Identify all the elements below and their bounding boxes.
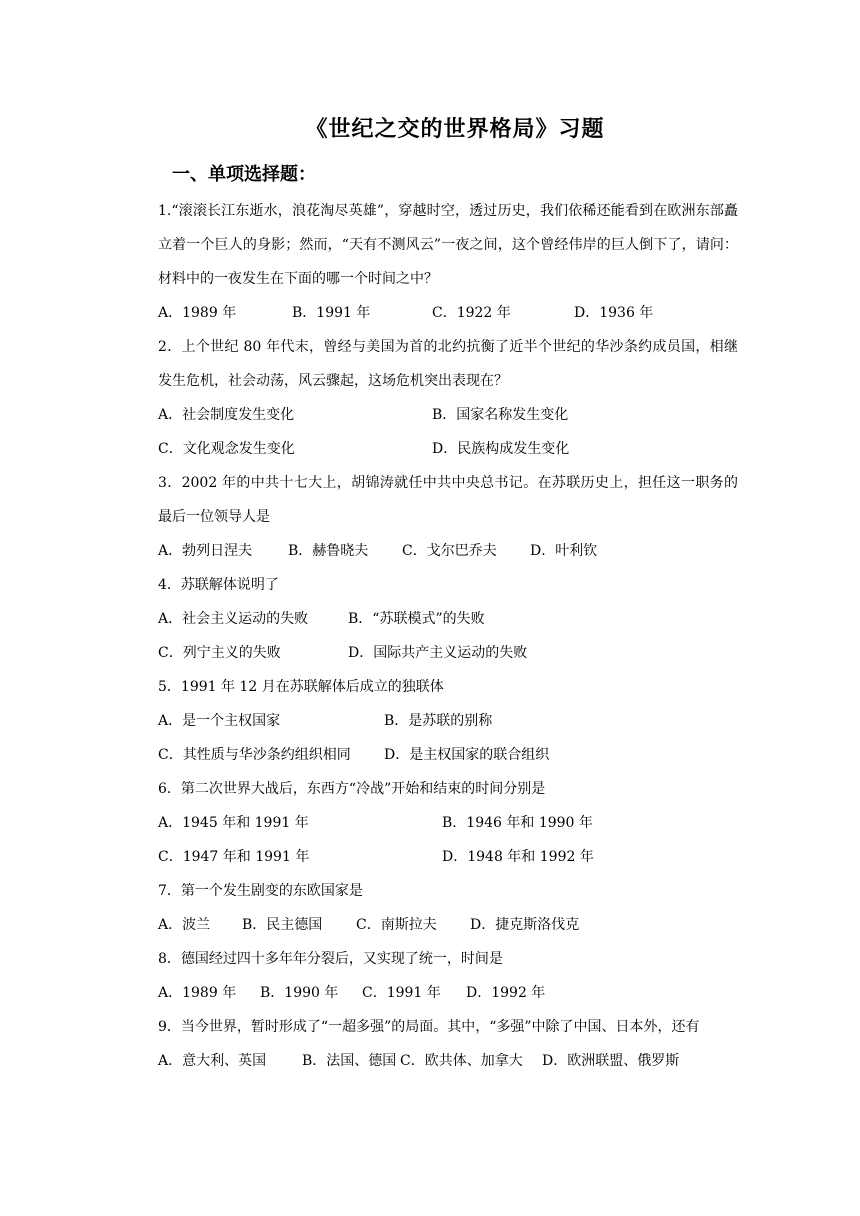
option-b: B．民主德国 [242,917,323,933]
option-b: B．法国、德国 [302,1053,397,1069]
option-c: C．其性质与华沙条约组织相同 [158,747,351,763]
option-b: B．“苏联模式”的失败 [348,611,485,627]
option-d: D．民族构成发生变化 [432,441,570,457]
option-c: C．南斯拉夫 [356,917,437,933]
option-a: A．勃列日涅夫 [158,543,253,559]
question-8-text: 8．德国经过四十多年年分裂后，又实现了统一，时间是 [158,951,503,967]
question-1 [158,194,738,296]
option-b: B．是苏联的别称 [384,713,493,729]
option-d: D．1992 年 [466,985,546,1001]
option-a: A．社会主义运动的失败 [158,611,309,627]
options-row [158,1044,738,1078]
option-c: C．戈尔巴乔夫 [402,543,497,559]
options-row [158,704,738,738]
option-a: A．1989 年 [158,985,237,1001]
option-b: B．1991 年 [292,305,371,321]
question-6-text: 6．第二次世界大战后，东西方“冷战”开始和结束的时间分别是 [158,781,546,797]
option-a: A．1945 年和 1991 年 [158,815,309,831]
option-d: D．是主权国家的联合组织 [384,747,550,763]
section-heading: 一、单项选择题： [172,164,316,185]
option-c: C．1947 年和 1991 年 [158,849,310,865]
option-d: D．国际共产主义运动的失败 [348,645,528,661]
options-row [158,738,738,772]
option-c: C．欧共体、加拿大 [400,1053,523,1069]
question-text: 1.“滚滚长江东逝水，浪花淘尽英雄”，穿越时空，透过历史，我们依稀还能看到在欧洲东部矗立着一个巨人的身影；然而，“天有不测风云”一夜之间，这个曾经伟岸的巨人倒下了，请问：材料中的一夜发生在下面的哪一个时间之中？ [158,203,738,287]
options-row [158,806,738,840]
option-c: C．文化观念发生变化 [158,441,295,457]
options-row [158,976,738,1010]
question-7-text: 7．第一个发生剧变的东欧国家是 [158,883,363,899]
option-c: C．列宁主义的失败 [158,645,281,661]
options-row [158,398,738,432]
option-d: D．捷克斯洛伐克 [470,917,580,933]
question-list [158,194,738,1078]
option-d: D．1936 年 [574,305,654,321]
option-b: B．1990 年 [260,985,339,1001]
option-a: A．1989 年 [158,305,237,321]
option-b: B．1946 年和 1990 年 [442,815,593,831]
option-b: B．国家名称发生变化 [432,407,569,423]
options-row [158,908,738,942]
options-row [158,840,738,874]
option-d: D．欧洲联盟、俄罗斯 [542,1053,680,1069]
options-row [158,432,738,466]
option-c: C．1991 年 [362,985,441,1001]
options-row [158,602,738,636]
option-d: D．1948 年和 1992 年 [442,849,594,865]
option-a: A．波兰 [158,917,211,933]
options-row [158,534,738,568]
question-2-text: 2．上个世纪 80 年代末，曾经与美国为首的北约抗衡了近半个世纪的华沙条约成员国，相继发生危机，社会动荡，风云骤起，这场危机突出表现在？ [158,339,738,389]
option-b: B．赫鲁晓夫 [288,543,369,559]
option-a: A．是一个主权国家 [158,713,281,729]
document-title: 《世纪之交的世界格局》习题 [305,117,605,142]
question-4-text: 4．苏联解体说明了 [158,577,279,593]
option-d: D．叶利钦 [530,543,598,559]
option-c: C．1922 年 [432,305,511,321]
question-5-text: 5．1991 年 12 月在苏联解体后成立的独联体 [158,679,444,695]
options-row [158,636,738,670]
question-3-text: 3．2002 年的中共十七大上，胡锦涛就任中共中央总书记。在苏联历史上，担任这一职务的最后一位领导人是 [158,475,738,525]
question-9-text: 9．当今世界，暂时形成了“一超多强”的局面。其中，“多强”中除了中国、日本外，还有 [158,1019,700,1035]
option-a: A．意大利、英国 [158,1053,267,1069]
option-a: A．社会制度发生变化 [158,407,295,423]
options-row [158,296,738,330]
